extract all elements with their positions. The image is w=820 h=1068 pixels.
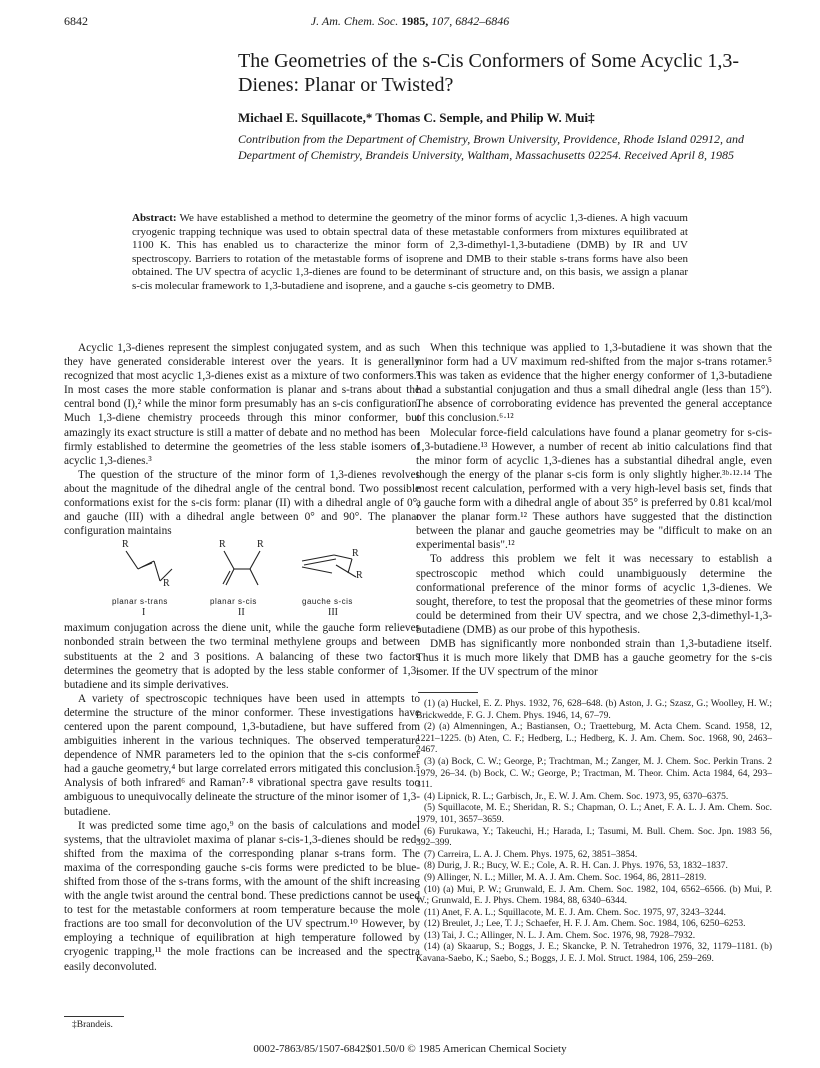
paragraph: The question of the structure of the minor form of 1,3-dienes revolves about the magnitude of the dihedral angle of the central bond. Two possible conformations exist for the s-cis form: planar (II) with a dihedral angle of 0°, and gauche (III) with a dihedral angle between 0° and 90°. The planar configuration maintains bbox=[64, 468, 420, 538]
reference-item: (1) (a) Huckel, E. Z. Phys. 1932, 76, 628–648. (b) Aston, J. G.; Szasz, G.; Woolley, H. W.; Brickwedde, F. G. J. Chem. Phys. 1946, 14, 67–79. bbox=[416, 699, 772, 721]
conformer-figure bbox=[64, 539, 420, 621]
label-s-cis-gauche: gauche s-cis bbox=[302, 597, 353, 607]
footnote: ‡Brandeis. bbox=[72, 1020, 113, 1030]
journal-name: J. Am. Chem. Soc. bbox=[310, 14, 399, 28]
reference-item: (8) Durig, J. R.; Bucy, W. E.; Cole, A. R. H. Can. J. Phys. 1976, 53, 1832–1837. bbox=[424, 861, 728, 872]
footnote-divider bbox=[64, 1016, 124, 1017]
reference-item: (12) Breulet, J.; Lee, T. J.; Schaefer, H. F. J. Am. Chem. Soc. 1984, 106, 6250–6253. bbox=[424, 919, 746, 930]
reference-item: (11) Anet, F. A. L.; Squillacote, M. E. J. Am. Chem. Soc. 1975, 97, 3243–3244. bbox=[424, 907, 726, 918]
journal-volume: 107, bbox=[431, 14, 453, 28]
article-affiliation: Contribution from the Department of Chemistry, Brown University, Providence, Rhode Island 02912, and Department of Chemistry, Brandeis University, Waltham, Massachusetts 02254. Received April 8, 1985 bbox=[238, 132, 744, 162]
reference-item: (14) (a) Skaarup, S.; Boggs, J. E.; Skancke, P. N. Tetrahedron 1976, 32, 1179–1181. (b) Kavana-Saebo, K.; Saebo, S.; Boggs, J. E. J. Mol. Struct. 1984, 106, 259–269. bbox=[416, 942, 772, 965]
label-s-cis-planar: planar s-cis bbox=[210, 597, 257, 607]
paragraph: It was predicted some time ago,⁹ on the basis of calculations and model systems, that the ultraviolet maxima of planar s-cis-1,3-dienes should be red-shifted from the maxima of the corresponding planar s-trans form. The maxima of the corresponding gauche s-cis forms were predicted to be blue-shifted from those of the s-trans forms, with the amount of the shift increasing with the angle twist around the central bond. These predictions cannot be used to test for the metastable conformers at room temperature because the mole fractions are too small for deconvolution of the UV spectrum.¹⁰ However, by employing a technique of equilibration at high temperature followed by cryogenic trapping,¹¹ the mole fractions can be increased and the spectra easily deconvoluted. bbox=[64, 819, 420, 973]
abstract bbox=[132, 212, 688, 293]
reference-item: (5) Squillacote, M. E.; Sheridan, R. S.; Chapman, O. L.; Anet, F. A. L. J. Am. Chem. Soc. 1979, 101, 3657–3659. bbox=[416, 803, 772, 825]
journal-year: 1985, bbox=[401, 14, 429, 28]
running-header bbox=[0, 14, 820, 29]
journal-pages: 6842–6846 bbox=[455, 14, 510, 28]
compound-number-2: II bbox=[238, 607, 245, 619]
reference-item: (4) Lipnick, R. L.; Garbisch, Jr., E. W. J. Am. Chem. Soc. 1973, 95, 6370–6375. bbox=[424, 791, 729, 802]
paragraph: To address this problem we felt it was necessary to establish a spectroscopic method which could unambiguously determine the conformational preference of the minor forms of acyclic 1,3-dienes. We sought, therefore, to test the proposal that the geometries of these minor forms could be determined from their UV spectra, and we chose 2,3-dimethyl-1,3-butadiene (DMB) as our probe of this hypothesis. bbox=[416, 553, 772, 636]
reference-item: (2) (a) Almenningen, A.; Bastiansen, O.; Traetteburg, M. Acta Chem. Scand. 1958, 12, 1221–1225. (b) Aten, C. F.; Hedberg, L.; Hedberg, K. J. Am. Chem. Soc. 1968, 90, 2463–2467. bbox=[416, 722, 772, 756]
article-authors: Michael E. Squillacote,* Thomas C. Semple, and Philip W. Mui‡ bbox=[238, 110, 595, 125]
abstract-text: We have established a method to determine the geometry of the minor forms of acyclic 1,3-dienes. A high vacuum cryogenic trapping technique was used to obtain spectral data of these metastable conformers from mixtures equilibrated at 1100 K. This has enabled us to characterize the minor form of 2,3-dimethyl-1,3-butadiene (DMB) by IR and UV spectroscopy. Barriers to rotation of the metastable forms of isoprene and DMB to their stable s-trans forms have also been obtained. The UV spectra of acyclic 1,3-dienes are found to be determinant of structure and, on this basis, we assign a planar s-cis molecular framework to 1,3-butadiene and isoprene, and a gauche s-cis geometry to DMB. bbox=[132, 212, 688, 292]
reference-item: (7) Carreira, L. A. J. Chem. Phys. 1975, 62, 3851–3854. bbox=[424, 849, 638, 860]
r-label: R bbox=[257, 539, 264, 551]
paragraph: A variety of spectroscopic techniques have been used in attempts to determine the structure of the minor conformer. These investigations have centered upon the parent compound, 1,3-butadiene, but have suffered from ambiguities inherent in the various techniques. The observed temperature dependence of NMR parameters led to the opinion that the s-cis conformer had a gauche geometry,⁴ but large correlated errors mitigated this conclusion.⁵ Analysis of both infrared⁶ and Raman⁷·⁸ vibrational spectra gave results too ambiguous to unequivocally delineate the structure of the minor isomer of 1,3-butadiene. bbox=[64, 692, 420, 818]
r-label: R bbox=[356, 570, 363, 582]
r-label: R bbox=[219, 539, 226, 551]
page-footer: 0002-7863/85/1507-6842$01.50/0 © 1985 American Chemical Society bbox=[253, 1043, 567, 1055]
abstract-label: Abstract: bbox=[132, 212, 177, 224]
reference-item: (9) Allinger, N. L.; Miller, M. A. J. Am. Chem. Soc. 1964, 86, 2811–2819. bbox=[424, 872, 707, 883]
compound-number-3: III bbox=[328, 607, 338, 619]
references-list bbox=[416, 699, 772, 966]
compound-number-1: I bbox=[142, 607, 146, 619]
reference-item: (10) (a) Mui, P. W.; Grunwald, E. J. Am. Chem. Soc. 1982, 104, 6562–6566. (b) Mui, P. W.; Grunwald, E. J. Phys. Chem. 1984, 88, 6340–6344. bbox=[416, 884, 772, 907]
paragraph: maximum conjugation across the diene unit, while the gauche form relieves nonbonded strain between the two terminal methylene groups and between substituents at the 2 and 3 positions. A balancing of these two factors determines the geometry that is adopted by the less stable conformer of 1,3-butadiene and its simple derivatives. bbox=[64, 622, 420, 691]
structure-s-cis-planar bbox=[223, 551, 260, 585]
r-label: R bbox=[122, 539, 129, 551]
r-label: R bbox=[352, 548, 359, 560]
label-s-trans: planar s-trans bbox=[112, 597, 168, 607]
paragraph: Molecular force-field calculations have found a planar geometry for s-cis-1,3-butadiene.¹³ However, a number of recent ab initio calculations find that the minor form of acyclic 1,3-dienes has a substantial dihedral angle, even though the energy of the planar s-cis form is only slightly higher.³ᵇ·¹²·¹⁴ The most recent calculation, performed with a very high-level basis set, finds that a gauche form with a dihedral angle of about 35° is preferred by 0.81 kcal/mol over the planar form.¹² These authors have suggested that the distinction between the planar and gauche geometries may be "difficult to make on an experimental basis".¹² bbox=[416, 426, 772, 552]
article-title: The Geometries of the s-Cis Conformers of Some Acyclic 1,3-Dienes: Planar or Twisted? bbox=[238, 50, 739, 96]
left-column bbox=[64, 341, 420, 974]
paragraph: When this technique was applied to 1,3-butadiene it was shown that the minor form had a UV maximum red-shifted from the major s-trans rotamer.⁵ This was taken as evidence that the higher energy conformer of 1,3-butadiene had a substantial conjugation and thus a small dihedral angle (less than 15°). The absence of corroborating evidence has prevented the general acceptance of this conclusion.⁶·¹² bbox=[416, 342, 772, 425]
paragraph: Acyclic 1,3-dienes represent the simplest conjugated system, and as such they have generated considerable interest over the years. It is generally recognized that most acyclic 1,3-dienes exist as a mixture of two conformers.¹ In most cases the more stable conformation is planar and s-trans about the central bond (I),² while the minor form presumably has an s-cis configuration. Much 1,3-diene chemistry proceeds through this minor conformer, but amazingly its exact structure is still a matter of debate and no method has been firmly established to determine the geometries of the less stable isomers of acyclic 1,3-dienes.³ bbox=[64, 342, 420, 467]
right-column bbox=[416, 341, 772, 679]
reference-item: (3) (a) Bock, C. W.; George, P.; Trachtman, M.; Zanger, M. J. Chem. Soc. Perkin Trans. 2 1979, 26–34. (b) Bock, C. W.; George, P.; Tractman, M. Theor. Chim. Acta 1984, 64, 293–311. bbox=[416, 756, 772, 791]
paragraph: DMB has significantly more nonbonded strain than 1,3-butadiene itself. Thus it is much more likely that DMB has a gauche geometry for the s-cis isomer. If the UV spectrum of the minor bbox=[416, 637, 772, 679]
page-number: 6842 bbox=[64, 14, 88, 28]
reference-item: (13) Tai, J. C.; Allinger, N. L. J. Am. Chem. Soc. 1976, 98, 7928–7932. bbox=[424, 930, 696, 941]
r-label: R bbox=[163, 578, 170, 590]
reference-item: (6) Furukawa, Y.; Takeuchi, H.; Harada, I.; Tasumi, M. Bull. Chem. Soc. Jpn. 1983 56, 392–399. bbox=[416, 826, 772, 849]
references-divider bbox=[418, 692, 478, 693]
structure-s-cis-gauche bbox=[302, 555, 356, 577]
